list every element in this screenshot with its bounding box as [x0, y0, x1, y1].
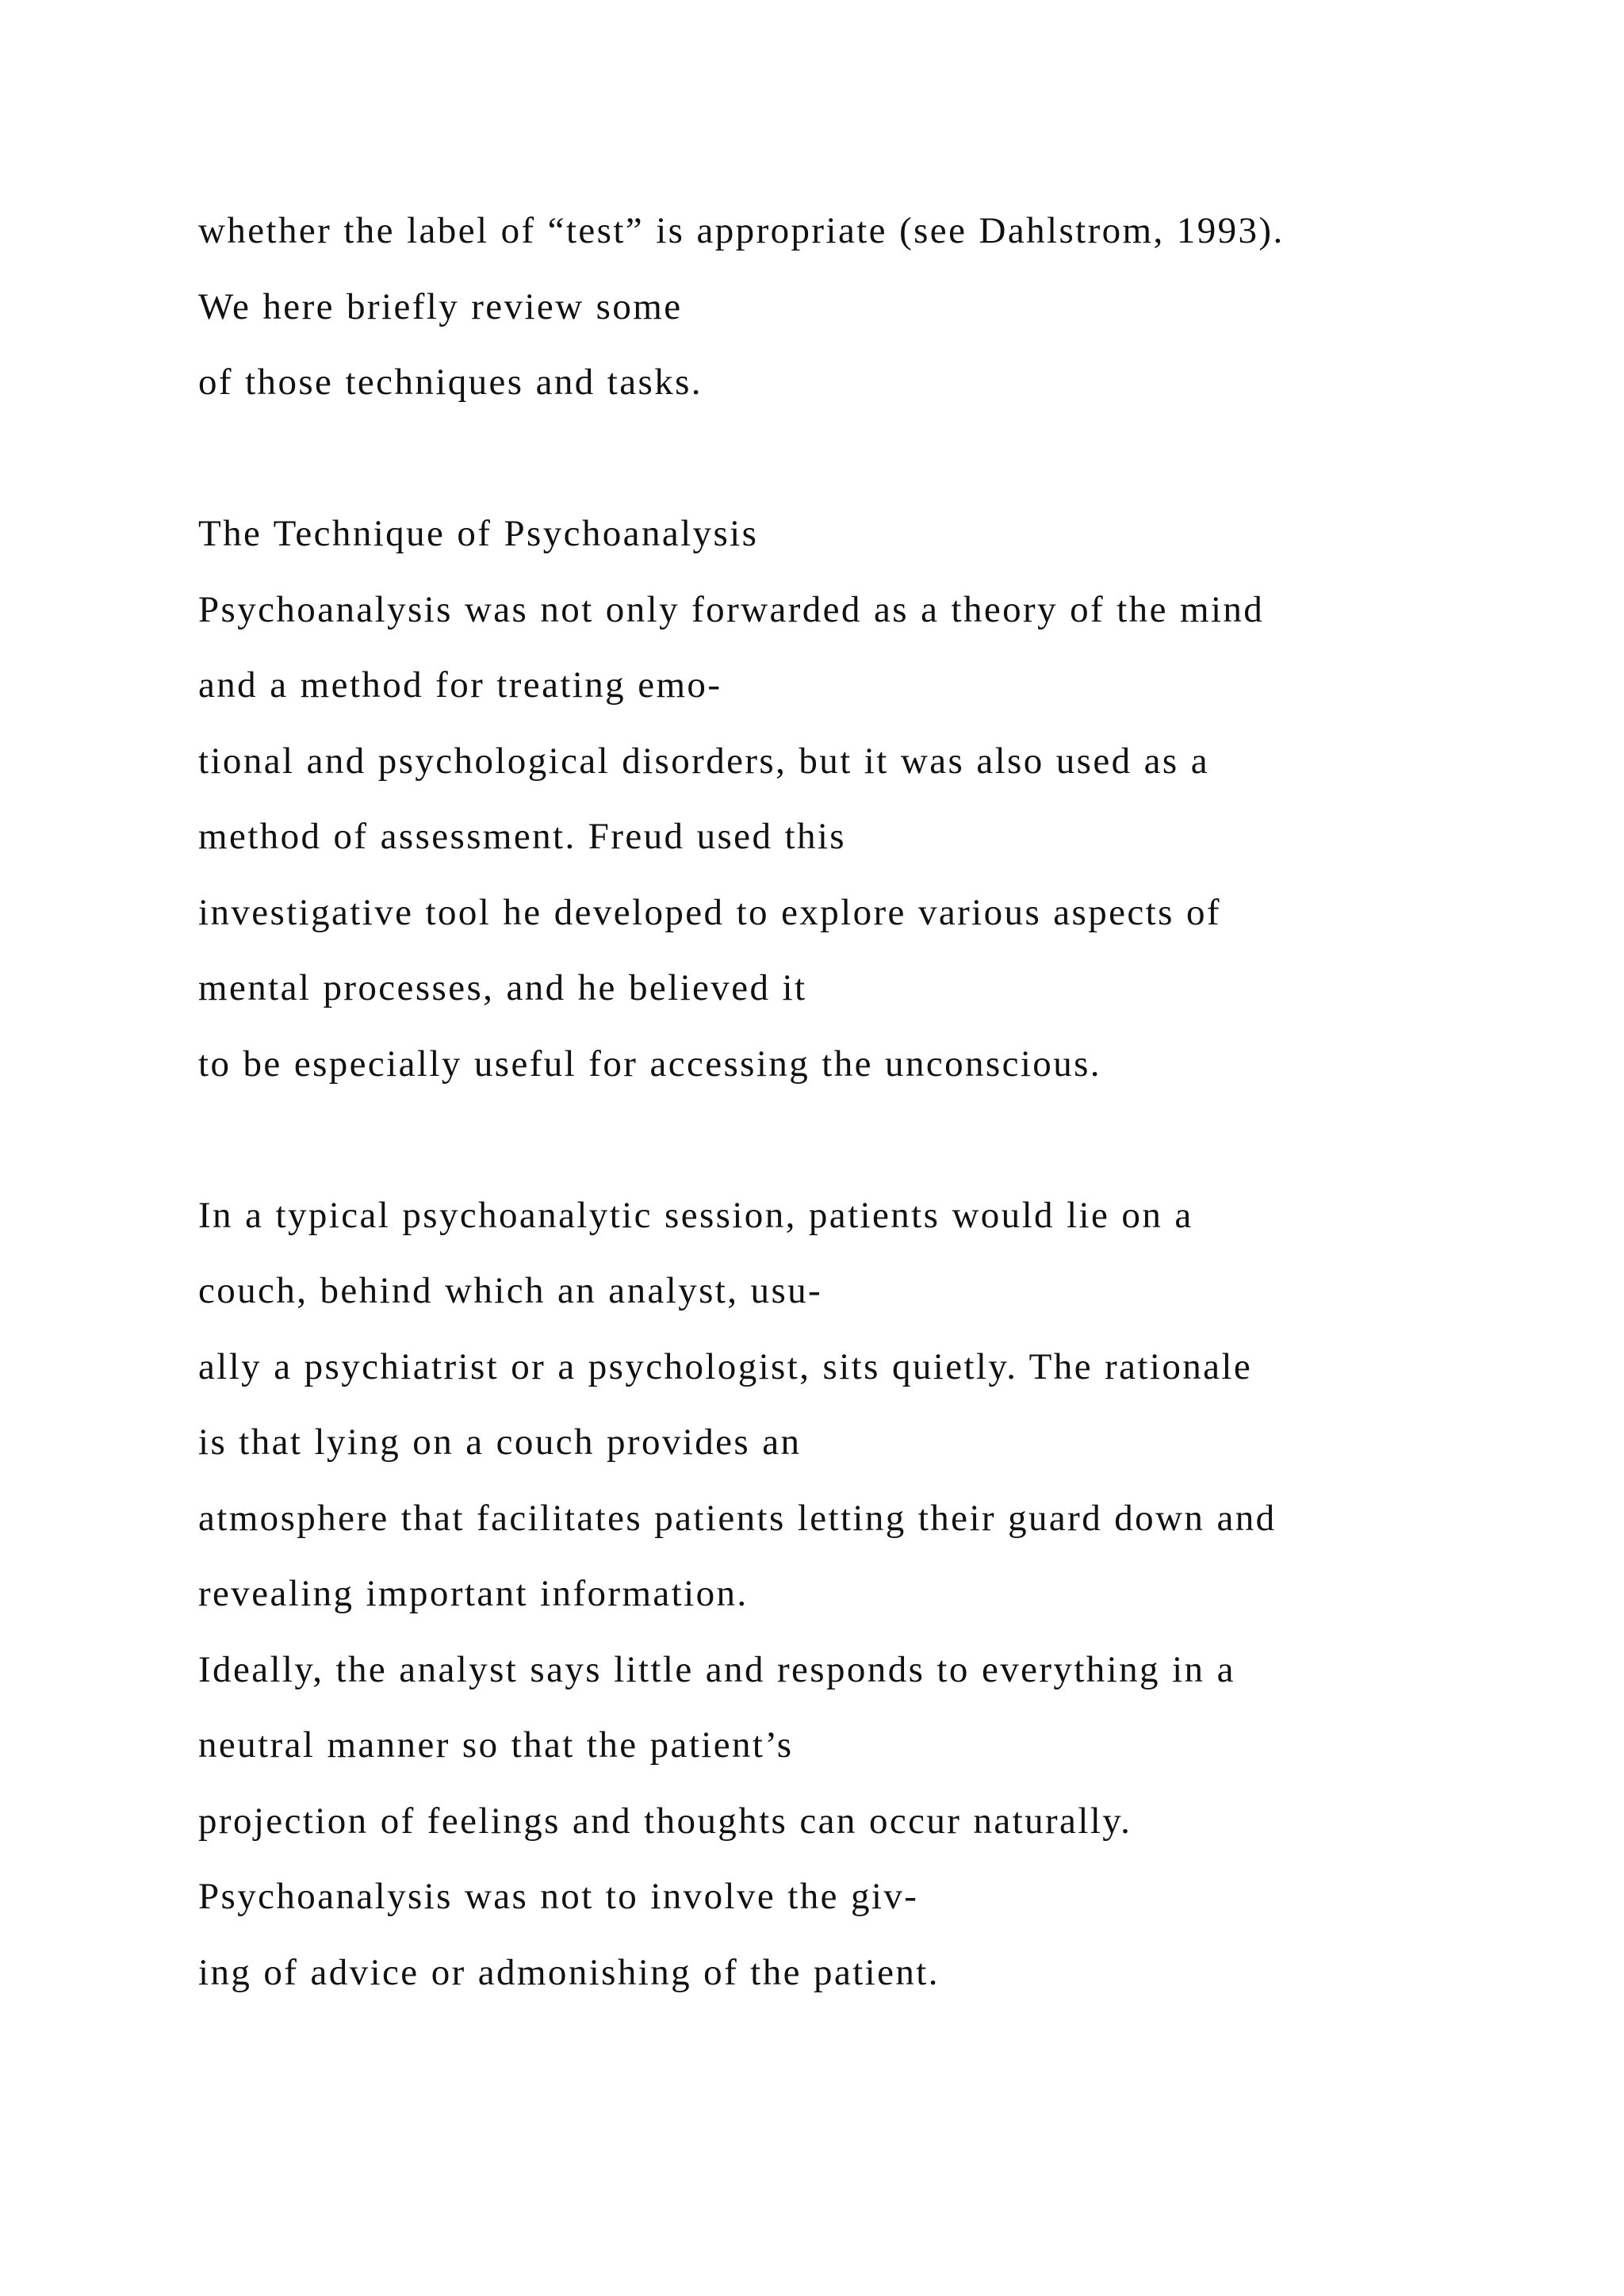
text-line: whether the label of “test” is appropriate (see Dahlstrom, 1993).: [198, 210, 1285, 251]
text-line: method of assessment. Freud used this: [198, 816, 846, 857]
text-line: projection of feelings and thoughts can occur naturally.: [198, 1800, 1132, 1842]
text-line: neutral manner so that the patient’s: [198, 1724, 794, 1766]
text-line: Ideally, the analyst says little and responds to everything in a: [198, 1648, 1235, 1690]
text-line: mental processes, and he believed it: [198, 967, 807, 1008]
text-line: of those techniques and tasks.: [198, 362, 703, 403]
text-line: In a typical psychoanalytic session, patients would lie on a: [198, 1194, 1193, 1236]
text-line: tional and psychological disorders, but it was also used as a: [198, 740, 1210, 782]
text-line: couch, behind which an analyst, usu-: [198, 1270, 823, 1311]
paragraph-gap: [198, 1102, 1546, 1178]
text-line: We here briefly review some: [198, 285, 683, 327]
text-line: ally a psychiatrist or a psychologist, sits quietly. The rationale: [198, 1345, 1253, 1387]
text-line: to be especially useful for accessing the unconscious.: [198, 1043, 1101, 1085]
text-line: Psychoanalysis was not only forwarded as a theory of the mind: [198, 588, 1265, 630]
text-line: revealing important information.: [198, 1573, 749, 1614]
text-line: investigative tool he developed to explore various aspects of: [198, 891, 1221, 933]
paragraph-gap: [198, 421, 1546, 497]
document-body: [198, 193, 1546, 2011]
text-line: Psychoanalysis was not to involve the giv-: [198, 1876, 919, 1917]
section-heading: The Technique of Psychoanalysis: [198, 513, 759, 554]
text-line: and a method for treating emo-: [198, 664, 722, 706]
text-line: atmosphere that facilitates patients letting their guard down and: [198, 1497, 1277, 1539]
text-line: ing of advice or admonishing of the patient.: [198, 1951, 940, 1993]
text-line: is that lying on a couch provides an: [198, 1422, 802, 1463]
